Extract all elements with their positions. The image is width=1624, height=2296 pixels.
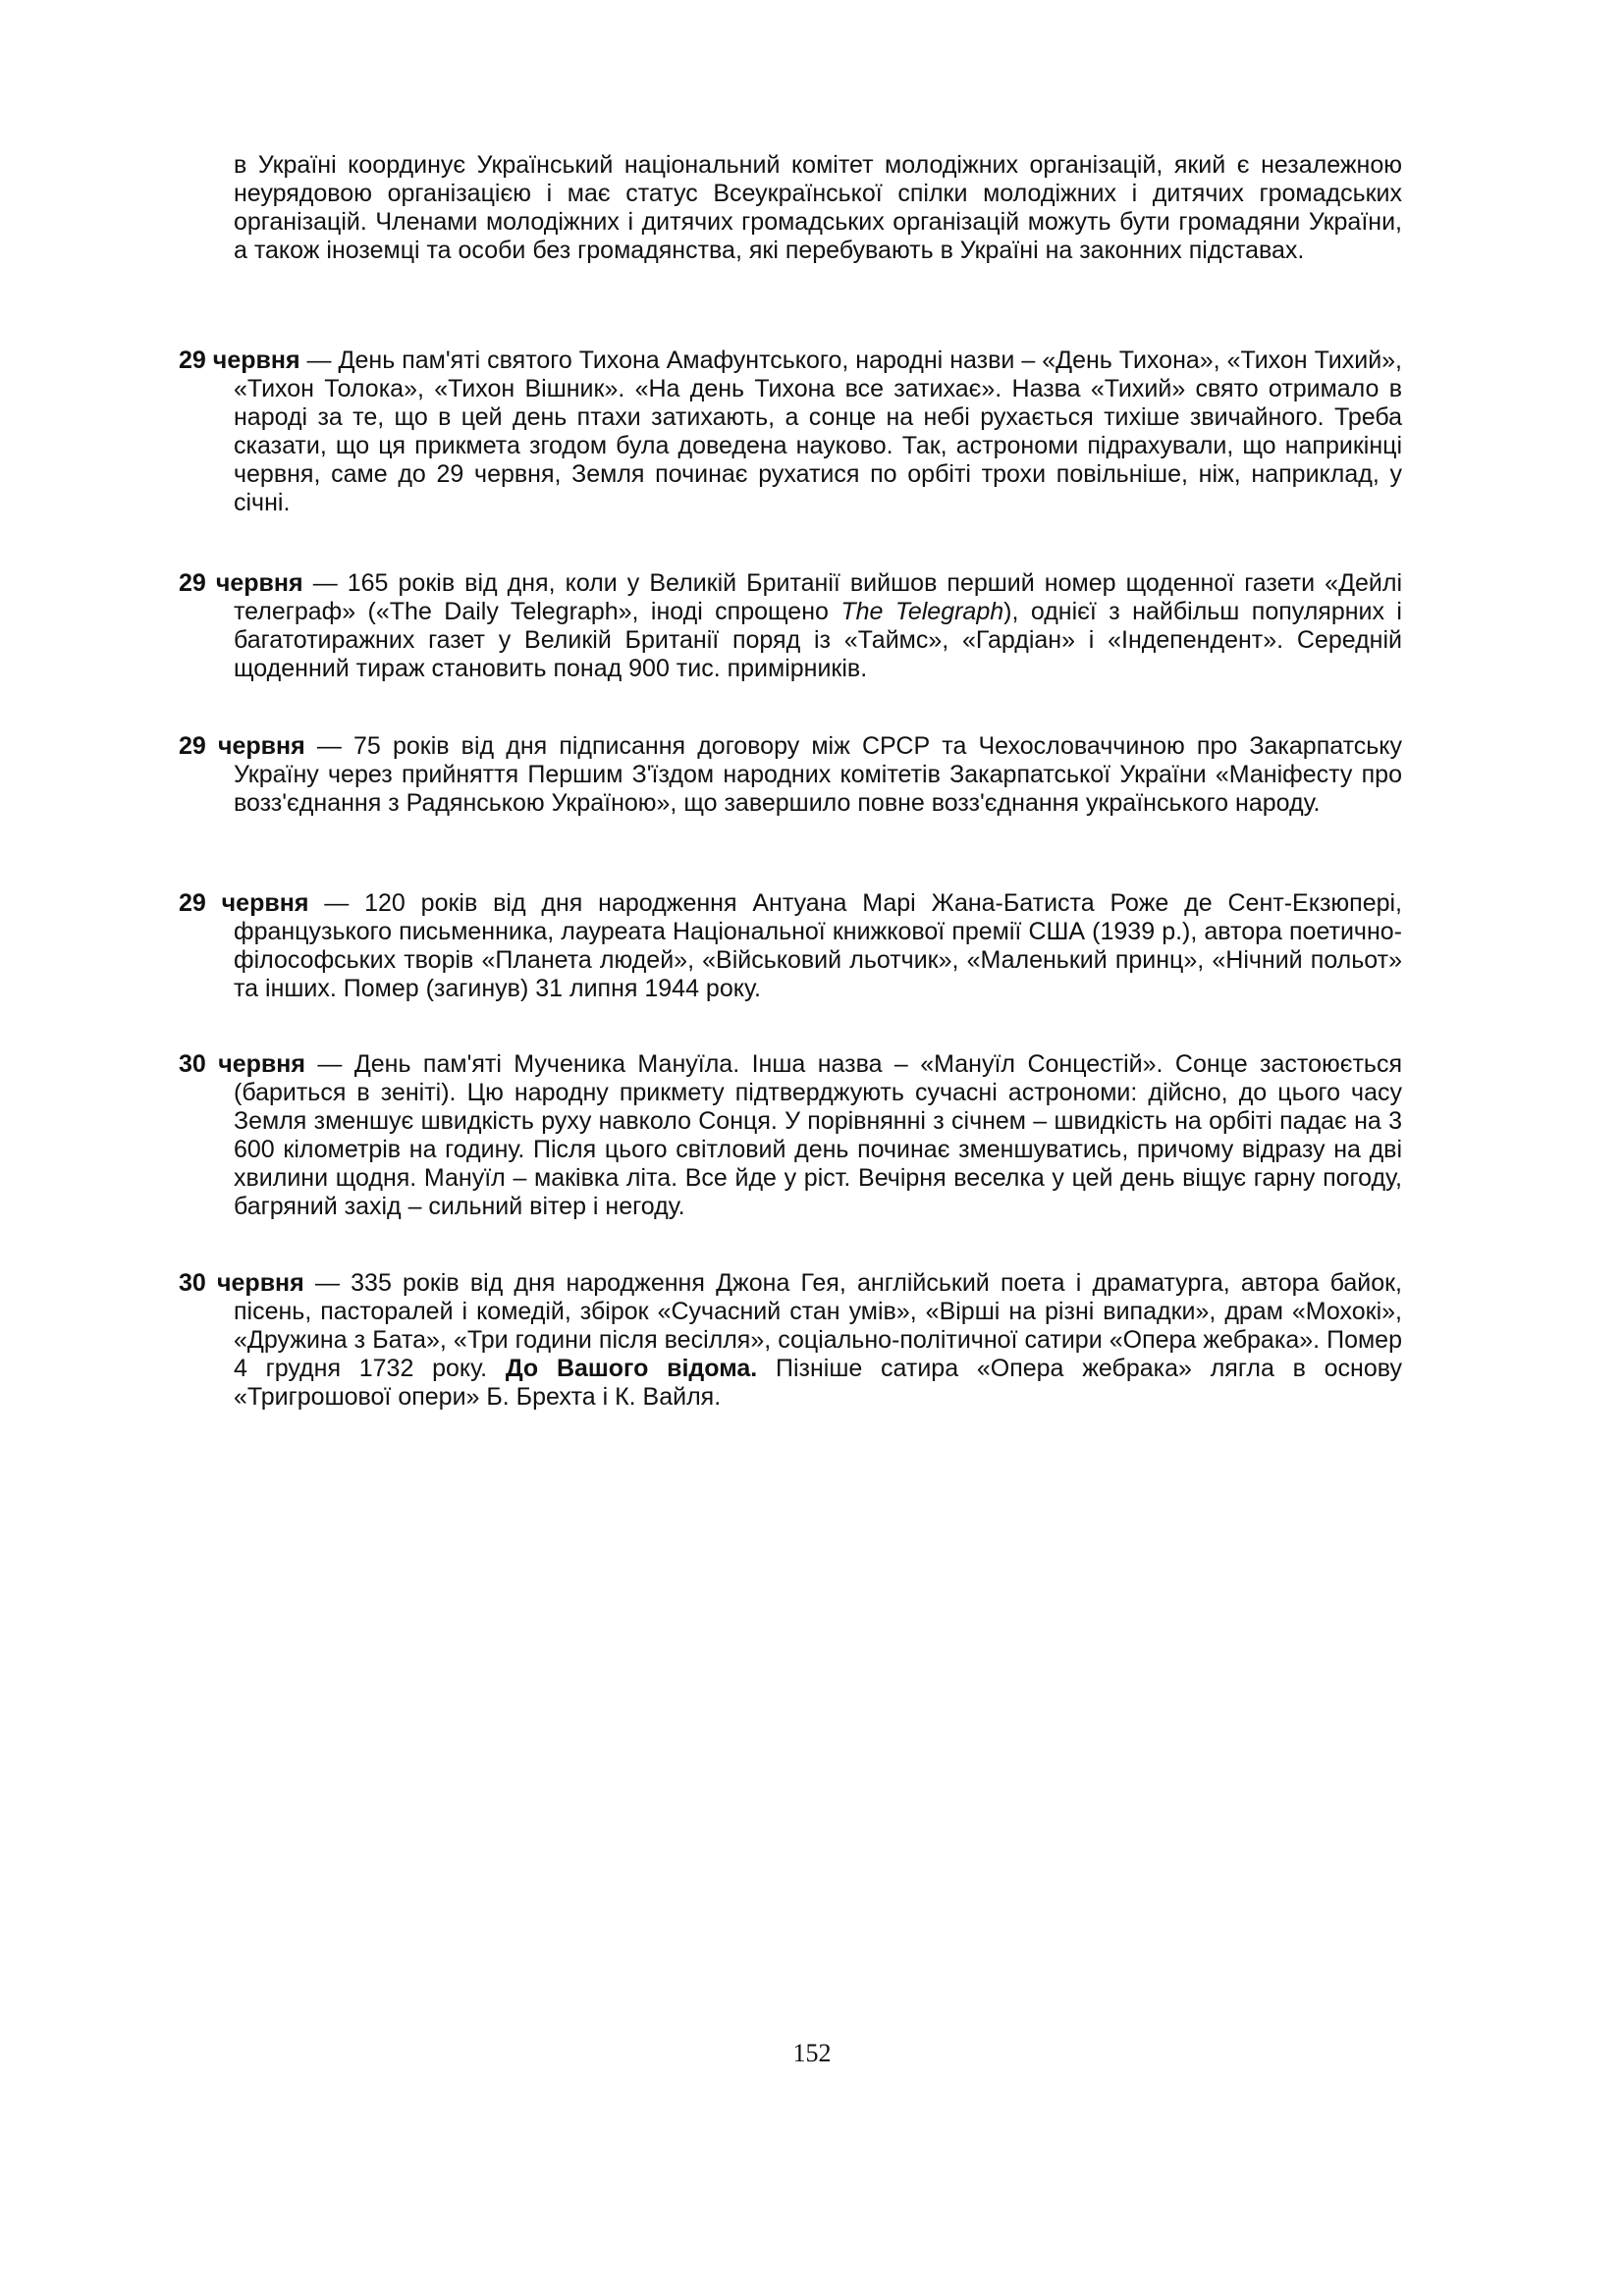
entry-text: — 75 років від дня підписання договору між СРСР та Чехословаччиною про Закарпатську Україну через прийняття Першим З'їздом народних комітетів Закарпатської України «Маніфесту про возз'єднання з Радянською Україною», що завершило повне возз'єднання українського народу. — [234, 732, 1402, 817]
entry-june-30-manuil — [179, 1050, 1402, 1221]
entry-date: 30 червня — [179, 1269, 304, 1297]
entry-date: 29 червня — [179, 569, 303, 597]
entry-date: 29 червня — [179, 347, 300, 374]
entry-text: ), однієї з найбільш популярних і багатотиражних газет у Великій Британії поряд із «Таймс», «Гардіан» і «Індепендент». Середній щоденний тираж становить понад 900 тис. примірників. — [234, 598, 1402, 682]
entry-text: — 120 років від дня народження Антуана Марі Жана-Батиста Роже де Сент-Екзюпері, французького письменника, лауреата Національної книжкової премії США (1939 р.), автора поетично-філософських творів «Планета людей», «Військовий льотчик», «Маленький принц», «Нічний польот» та інших. Помер (загинув) 31 липня 1944 року. — [234, 889, 1402, 1002]
entry-text: — День пам'яті Мученика Мануїла. Інша назва – «Мануїл Сонцестій». Сонце застоюється (бариться в зеніті). Цю народну прикмету підтверджують сучасні астрономи: дійсно, до цього часу Земля зменшує швидкість руху навколо Сонця. У порівнянні з січнем – швидкість на орбіті падає на 3 600 кілометрів на годину. Після цього світловий день починає зменшуватись, причому відразу на дві хвилини щодня. Мануїл – маківка літа. Все йде у ріст. Вечірня веселка у цей день віщує гарну погоду, багряний захід – сильний вітер і негоду. — [234, 1050, 1402, 1220]
page-number: 152 — [792, 2039, 832, 2067]
entry-text-italic: The Telegraph — [840, 598, 1004, 625]
entry-text: — 335 років від дня народження Джона Гея, англійський поета і драматурга, автора байок, пісень, пасторалей і комедій, збірок «Сучасний стан умів», «Вірші на різні випадки», драм «Мохокі», «Дружина з Бата», «Три години після весілля», соціально-політичної сатири «Опера жебрака». Помер 4 грудня 1732 року. — [234, 1269, 1402, 1382]
entry-june-30-john-gay — [179, 1269, 1402, 1412]
entry-date: 29 червня — [179, 732, 305, 760]
entry-date: 29 червня — [179, 889, 309, 917]
entry-text: — 165 років від дня, коли у Великій Британії вийшов перший номер щоденної газети «Дейлі телеграф» («The Daily Telegraph», іноді спрощено — [234, 569, 1403, 625]
entry-note-bold: До Вашого відома. — [505, 1355, 758, 1382]
entry-text: Пізніше сатира «Опера жебрака» лягла в основу «Тригрошової опери» Б. Брехта і К. Вайля. — [234, 1355, 1403, 1411]
entry-june-29-tikhon — [179, 347, 1402, 517]
entry-june-29-telegraph — [179, 569, 1402, 683]
entry-date: 30 червня — [179, 1050, 305, 1078]
entry-june-29-transcarpathia — [179, 732, 1402, 818]
entry-text: — День пам'яті святого Тихона Амафунтського, народні назви – «День Тихона», «Тихон Тихий», «Тихон Толока», «Тихон Вішник». «На день Тихона все затихає». Назва «Тихий» свято отримало в народі за те, що в цей день птахи затихають, а сонце на небі рухається тихіше звичайного. Треба сказати, що ця прикмета згодом була доведена науково. Так, астрономи підрахували, що наприкінці червня, саме до 29 червня, Земля починає рухатися по орбіті трохи повільніше, ніж, наприклад, у січні. — [234, 347, 1403, 516]
entry-june-29-exupery — [179, 889, 1402, 1003]
intro-paragraph: в Україні координує Український національний комітет молодіжних організацій, який є незалежною неурядовою організацією і має статус Всеукраїнської спілки молодіжних і дитячих громадських організацій. Членами молодіжних і дитячих громадських організацій можуть бути громадяни України, а також іноземці та особи без громадянства, які перебувають в Україні на законних підставах. — [234, 151, 1402, 264]
